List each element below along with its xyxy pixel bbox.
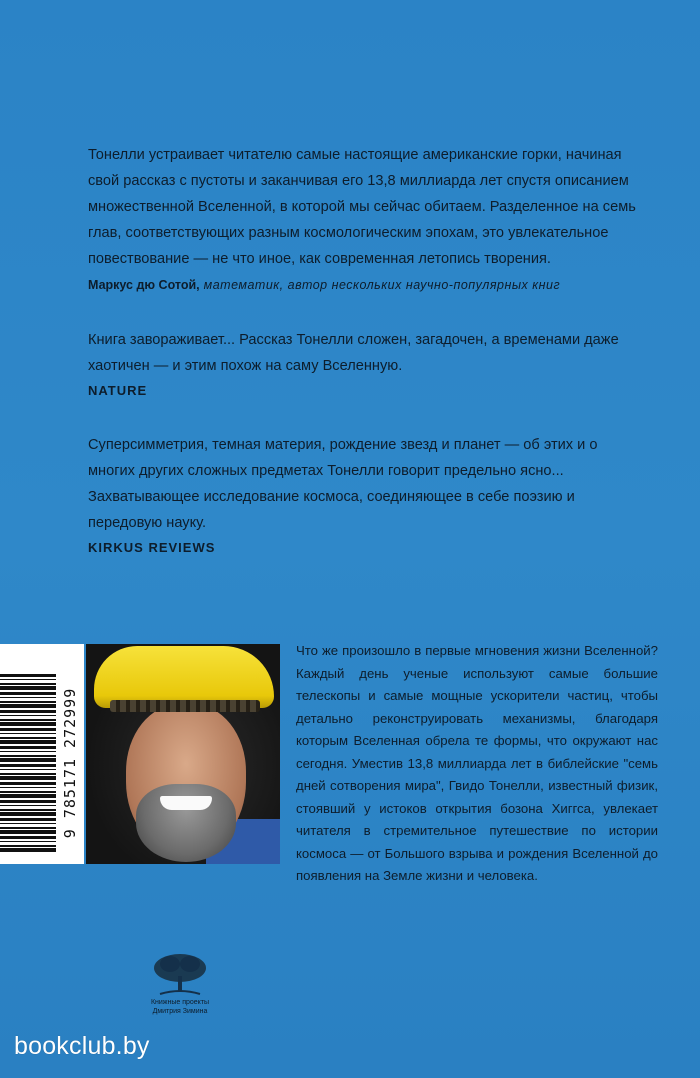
quote-text: Суперсимметрия, темная материя, рождение звезд и планет — об этих и о многих других сложных предметах Тонелли говорит предельно ясно... Захватывающее исследование космоса, соединяющее в себе поэзию и передовую науку. [88,437,598,531]
review-quote-2 [88,327,648,403]
barcode-number-wrap [56,674,84,852]
quote-author-desc: математик, автор нескольких научно-популярных книг [199,278,561,292]
publisher-line-2: Дмитрия Зимина [152,1008,208,1015]
quote-source: NATURE [88,383,148,398]
book-description: Что же произошло в первые мгновения жизни Вселенной? Каждый день ученые используют самые большие телескопы и самые мощные ускорители частиц, чтобы детально реконструировать механизмы, благодаря которым Вселенная обрела те формы, что окружают нас сегодня. Уместив 13,8 миллиарда лет в библейские "семь дней сотворения мира", Гвидо Тонелли, известный физик, стоявший у истоков открытия бозона Хиггса, увлекает читателя в стремительное путешествие по истории космоса — от Большого взрыва и рождения Вселенной до появления на Земле жизни и человека. [296,643,658,883]
author-photo [86,644,280,864]
review-quote-3 [88,432,648,560]
site-watermark: bookclub.by [14,1032,150,1060]
tree-icon [150,950,210,998]
barcode-bars [0,674,56,852]
publisher-line-1: Книжные проекты [150,999,210,1006]
quote-author-name: Маркус дю Сотой, [88,278,200,292]
review-quote-1 [88,142,648,298]
author-smile [160,796,212,810]
quote-attribution [88,272,648,298]
quote-text: Книга завораживает... Рассказ Тонелли сложен, загадочен, а временами даже хаотичен — и этим похож на саму Вселенную. [88,332,619,374]
barcode-number: 9 785171 272999 [61,687,79,839]
quote-text: Тонелли устраивает читателю самые настоящие американские горки, начиная свой рассказ с пустоты и заканчивая его 13,8 миллиарда лет спустя описанием множественной Вселенной, в которой мы сейчас обитаем. Разделенное на семь глав, соответствующих разным космологическим эпохам, это увлекательное повествование — не что иное, как современная летопись творения. [88,147,636,267]
hard-hat-icon [94,646,274,708]
isbn-barcode [0,644,84,864]
quote-source: KIRKUS REVIEWS [88,540,216,555]
hard-hat-band [110,700,260,712]
publisher-logo [130,950,230,1016]
